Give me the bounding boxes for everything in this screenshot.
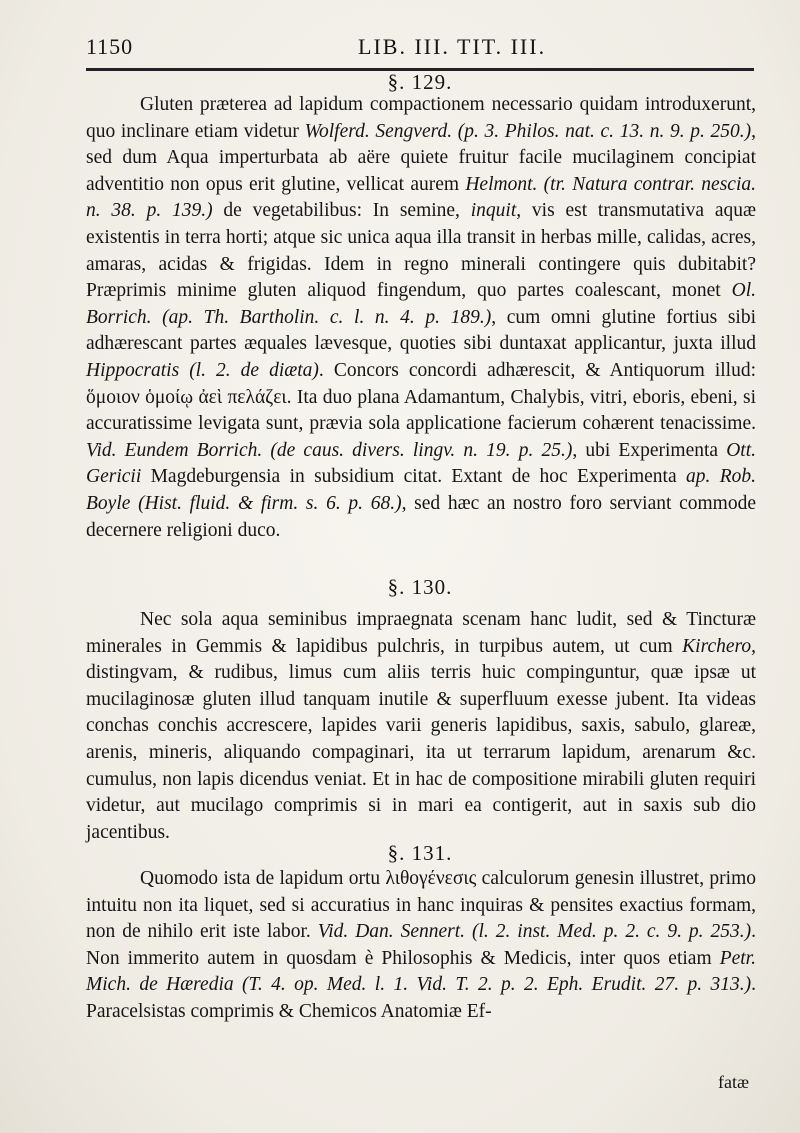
paragraph-130 — [86, 607, 756, 846]
page-number: 1150 — [86, 34, 134, 59]
body-text: , ubi Experimenta — [572, 439, 727, 461]
body-text: . Paracelsistas comprimis & Chemicos Anatomiæ Ef- — [86, 974, 756, 1022]
citation-text: Wolferd. Sengverd. (p. 3. Philos. nat. c. 13. n. 9. p. 250.) — [304, 120, 752, 142]
body-text: Magdeburgensia in subsidium citat. Extant de hoc Experimenta — [141, 466, 686, 488]
body-text: . Non immerito autem in quosdam è Philosophis & Medicis, inter quos etiam — [86, 921, 756, 969]
catchword: fatæ — [718, 1072, 749, 1092]
body-text: , sed hæc an nostro foro serviant commode decernere religioni duco. — [86, 492, 757, 541]
body-text: , distingvam, & rudibus, limus cum aliis terris huic compinguntur, quæ ipsæ ut mucilaginosæ gluten illud tanquam inutile & superfluum exesse jubent. Ita videas conchas conchis accrescere, lapides varii generis lapidibus, saxis, sabulo, glareæ, arenis, mineris, aliquando compaginari, ita ut terrarum lapidum, arenarum &c. cumulus, non lapis dicendus veniat. Et in hac de compositione mirabili gluten requiri videtur, aut mucilago comprimis si in mari ea contigerit, aut in saxis sub dio jacentibus. — [86, 635, 756, 843]
paragraph-129 — [86, 92, 756, 544]
running-title: LIB. III. TIT. III. — [358, 34, 547, 59]
body-text: . Concors concordi adhærescit, & Antiquorum illud: ὅμοιον ὁμοίῳ ἀεὶ πελάζει. Ita duo plana Adamantum, Chalybis, vitri, eboris, ebeni, si accuratissime levigata sunt, prævia sola applicatione facierum cohærent tenacissime. — [86, 359, 756, 435]
body-text: de vegetabilibus: In semine, — [212, 200, 471, 222]
body-text: , cum omni glutine fortius sibi adhærescant partes æquales lævesque, quoties sibi duntaxat applicantur, juxta illud — [86, 306, 756, 355]
citation-text: Kirchero — [682, 635, 752, 657]
citation-text: Vid. Eundem Borrich. (de caus. divers. lingv. n. 19. p. 25.) — [86, 439, 573, 461]
citation-text: Vid. Dan. Sennert. (l. 2. inst. Med. p. 2. c. 9. p. 253.) — [317, 921, 752, 943]
section-number-130: §. 130. — [387, 575, 453, 599]
body-text: Gluten præterea ad lapidum compactionem necessario quidam introduxerunt, quo inclinare etiam videtur — [86, 94, 756, 142]
citation-text: inquit — [470, 200, 517, 222]
body-text: , sed dum Aqua imperturbata ab aëre quiete fruitur facile mucilaginem concipiat adventitio non opus erit glutine, vellicat aurem — [86, 120, 756, 195]
citation-text: Ol. Borrich. (ap. Th. Bartholin. c. l. n. 4. p. 189.) — [86, 280, 756, 328]
citation-text: Ott. Gericii — [86, 439, 756, 488]
section-number-131: §. 131. — [387, 841, 453, 865]
section-number-129: §. 129. — [387, 70, 453, 94]
body-text: , vis est transmutativa aquæ existentis in terra horti; atque sic unica aqua illa transit in herbas mille, calidas, acres, amaras, acidas & frigidas. Idem in regno minerali contingere quis dubitabit? Præprimis minime gluten aliquod fingendum, quo partes coalescant, monet — [86, 200, 757, 302]
page-header — [86, 34, 751, 64]
citation-text: Hippocratis (l. 2. de diæta) — [86, 359, 319, 381]
paragraph-131 — [86, 866, 756, 1026]
citation-text: Petr. Mich. de Hæredia (T. 4. op. Med. l. 1. Vid. T. 2. p. 2. Eph. Erudit. 27. p. 313.) — [86, 947, 756, 996]
body-text: Quomodo ista de lapidum ortu λιθογένεσις calculorum genesin illustret, primo intuitu non ita liquet, sed si accuratius in hanc inquiras & pensites exactius formam, non de nihilo erit iste labor. — [86, 868, 756, 943]
body-text: Nec sola aqua seminibus impraegnata scenam hanc ludit, sed & Tincturæ minerales in Gemmis & lapidibus pulchris, in turpibus autem, ut cum — [86, 609, 756, 657]
citation-text: Helmont. (tr. Natura contrar. nescia. n. 38. p. 139.) — [86, 173, 756, 222]
citation-text: ap. Rob. Boyle (Hist. fluid. & firm. s. 6. p. 68.) — [86, 466, 756, 514]
